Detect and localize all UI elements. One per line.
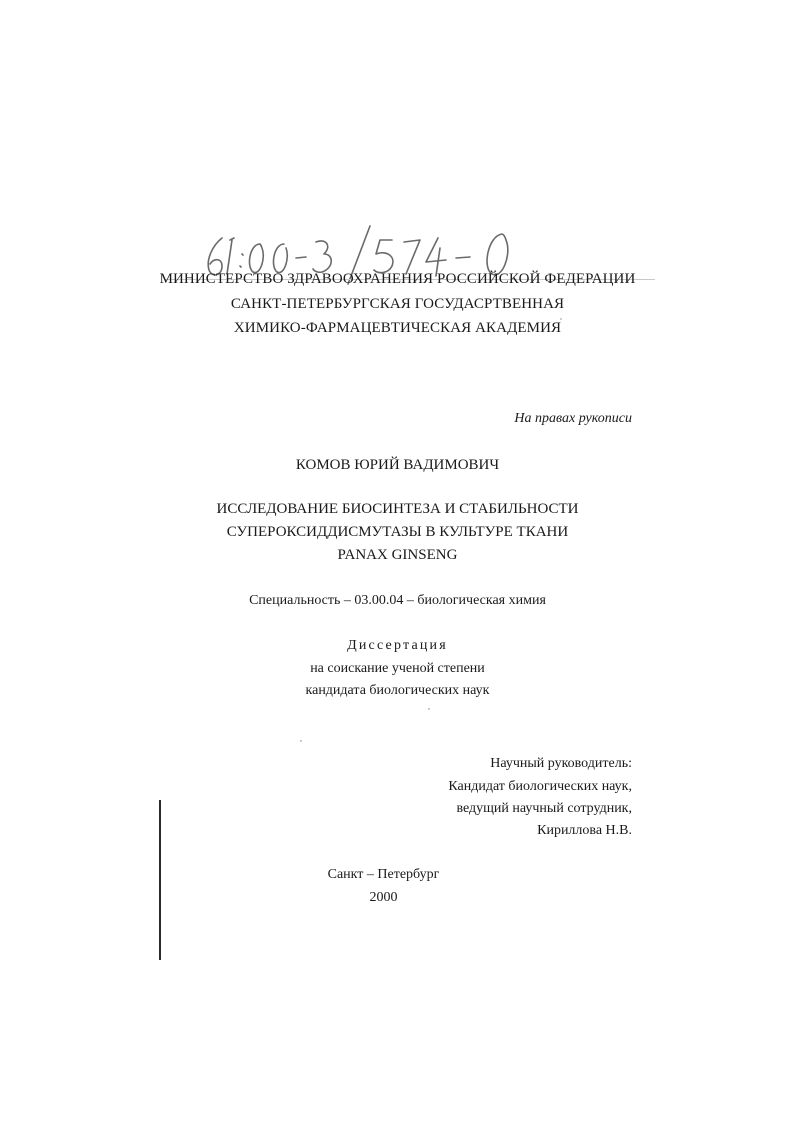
- adviser-line: Научный руководитель:: [490, 756, 632, 771]
- scan-speck: [300, 740, 302, 742]
- ministry-heading: МИНИСТЕРСТВО ЗДРАВООХРАНЕНИЯ РОССИЙСКОЙ ФЕДЕРАЦИИ: [159, 271, 636, 287]
- degree-line-2: кандидата биологических наук: [305, 683, 490, 698]
- degree-line-1: на соискание ученой степени: [310, 661, 485, 676]
- city: Санкт – Петербург: [327, 867, 440, 882]
- author-name: КОМОВ ЮРИЙ ВАДИМОВИЧ: [295, 457, 500, 473]
- specialty-line: Специальность – 03.00.04 – биологическая химия: [249, 593, 546, 608]
- adviser-line: Кириллова Н.В.: [537, 823, 632, 838]
- title-line: ИССЛЕДОВАНИЕ БИОСИНТЕЗА И СТАБИЛЬНОСТИ: [216, 501, 579, 517]
- title-line: СУПЕРОКСИДДИСМУТАЗЫ В КУЛЬТУРЕ ТКАНИ: [226, 524, 569, 540]
- year: 2000: [369, 890, 398, 905]
- scan-speck: [560, 318, 562, 320]
- institution-line-2: ХИМИКО-ФАРМАЦЕВТИЧЕСКАЯ АКАДЕМИЯ: [233, 320, 562, 336]
- adviser-line: ведущий научный сотрудник,: [456, 801, 632, 816]
- scan-margin-line: [159, 800, 161, 960]
- scan-speck: [428, 708, 430, 710]
- dissertation-label: Диссертация: [347, 638, 448, 653]
- manuscript-note: На правах рукописи: [514, 411, 632, 426]
- title-line: PANAX GINSENG: [337, 547, 458, 563]
- adviser-line: Кандидат биологических наук,: [448, 779, 632, 794]
- institution-line-1: САНКТ-ПЕТЕРБУРГСКАЯ ГОСУДАСРТВЕННАЯ: [230, 296, 565, 312]
